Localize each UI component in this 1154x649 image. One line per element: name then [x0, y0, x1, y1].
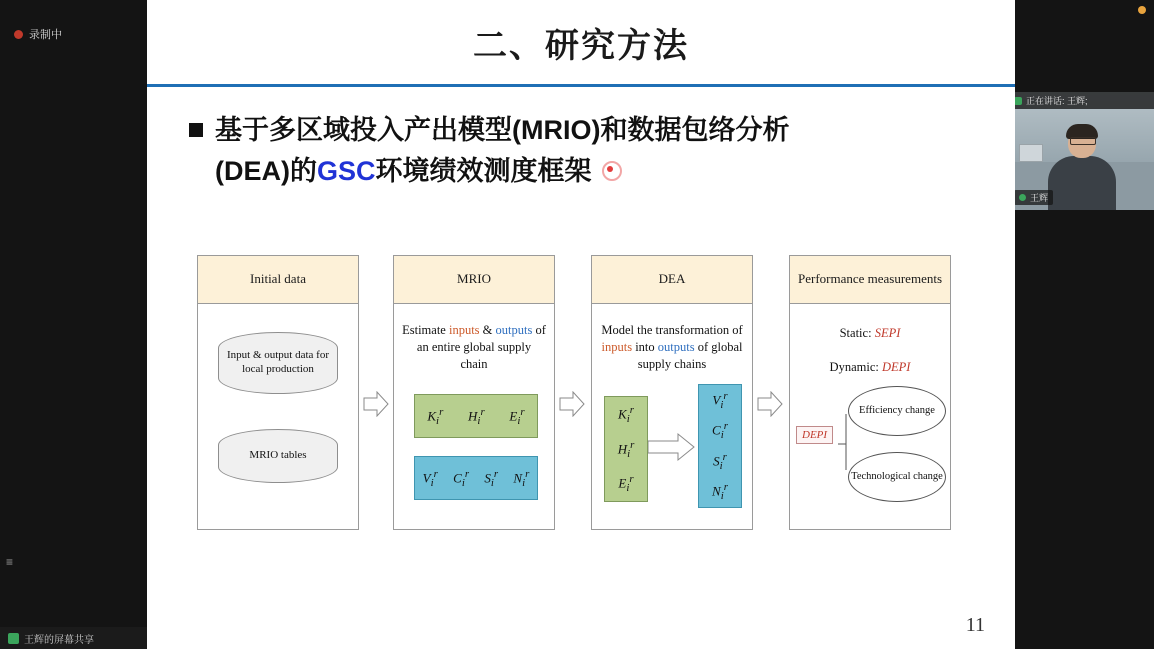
var-H: $H_i^r$ — [468, 405, 485, 427]
column-header-3: DEA — [592, 256, 752, 304]
var-C2: $C_i^r$ — [712, 420, 728, 442]
dynamic-label: Dynamic: — [829, 360, 879, 374]
participant-name: 王辉 — [1030, 193, 1049, 203]
static-label: Static: — [839, 326, 872, 340]
video-thumbnail[interactable] — [1009, 92, 1154, 210]
arrow-3-icon — [757, 391, 783, 417]
ellipse-efficiency-change: Efficiency change — [848, 386, 946, 436]
person-body — [1048, 156, 1116, 210]
dea-input-vars-box — [604, 396, 648, 502]
diagram-column-initial-data — [197, 255, 359, 530]
speaking-label: 正在讲话: 王辉; — [1026, 96, 1088, 106]
record-dot-icon — [14, 30, 23, 39]
page-title: 二、研究方法 — [473, 26, 689, 66]
dea-text-a: Model the transformation of — [601, 323, 743, 337]
mrio-text-outputs: outputs — [495, 323, 533, 337]
column-header-2: MRIO — [394, 256, 554, 304]
screen-share-icon — [8, 633, 19, 644]
framework-diagram — [197, 255, 1007, 530]
var-S: $S_i^r$ — [484, 467, 499, 489]
microphone-icon-small — [1019, 194, 1026, 201]
list-icon[interactable]: ≡ — [6, 555, 14, 569]
column-body-2 — [394, 304, 554, 529]
mrio-output-vars-box — [414, 456, 538, 500]
static-line — [790, 326, 950, 341]
bullet-text-2-post: 环境绩效测度框架 — [375, 155, 592, 186]
cylinder-input-output-data: Input & output data for local production — [218, 332, 338, 394]
column-header-1: Initial data — [198, 256, 358, 304]
var-E2: $E_i^r$ — [618, 473, 634, 495]
bullet-text-2-pre: (DEA)的 — [215, 155, 317, 186]
dea-text-outputs: outputs — [657, 339, 695, 354]
title-divider — [147, 84, 1015, 87]
left-rail — [0, 0, 147, 649]
dea-description — [600, 322, 744, 373]
var-N2: $N_i^r$ — [712, 481, 728, 503]
dea-text-inputs: inputs — [601, 339, 633, 354]
ellipse-technological-change: Technological change — [848, 452, 946, 502]
person-glasses — [1070, 137, 1096, 145]
column-body-1 — [198, 304, 358, 529]
target-marker-icon — [602, 161, 622, 181]
dynamic-value: DEPI — [881, 360, 911, 374]
bullet-block — [189, 110, 989, 191]
var-K2: $K_i^r$ — [618, 403, 634, 425]
mrio-input-vars-box — [414, 394, 538, 438]
var-N: $N_i^r$ — [513, 467, 530, 489]
slide-canvas — [147, 0, 1015, 649]
status-dot-icon — [1138, 6, 1146, 14]
recording-label: 录制中 — [29, 29, 62, 41]
static-value: SEPI — [874, 326, 901, 340]
depi-tag: DEPI — [796, 426, 833, 444]
var-V: $V_i^r$ — [422, 467, 438, 489]
bullet-square-icon — [189, 123, 203, 137]
bullet-text-2-accent: GSC — [317, 155, 376, 186]
diagram-column-mrio — [393, 255, 555, 530]
mrio-description — [402, 322, 546, 373]
arrow-1-icon — [363, 391, 389, 417]
cylinder-mrio-tables: MRIO tables — [218, 429, 338, 483]
var-E: $E_i^r$ — [509, 405, 525, 427]
microphone-icon — [1014, 97, 1022, 105]
var-C: $C_i^r$ — [453, 467, 470, 489]
mrio-text-a: Estimate — [402, 323, 449, 337]
share-status-label: 王辉的屏幕共享 — [24, 634, 94, 646]
var-K: $K_i^r$ — [427, 405, 444, 427]
bullet-text-1: 基于多区域投入产出模型(MRIO)和数据包络分析 — [215, 115, 790, 145]
var-S2: $S_i^r$ — [713, 450, 727, 472]
branch-connector-icon — [836, 404, 854, 474]
var-H2: $H_i^r$ — [617, 438, 635, 460]
mrio-text-inputs: inputs — [448, 323, 480, 337]
var-V2: $V_i^r$ — [712, 389, 728, 411]
diagram-column-dea — [591, 255, 753, 530]
mrio-text-b: & — [479, 323, 496, 337]
participant-name-chip — [1014, 190, 1053, 205]
share-status-bar — [0, 627, 147, 649]
background-object — [1019, 144, 1043, 162]
bullet-line-1 — [189, 110, 989, 151]
dea-inner-arrow-icon — [648, 432, 696, 462]
column-body-3 — [592, 304, 752, 529]
speaking-banner — [1009, 92, 1154, 109]
column-body-4 — [790, 304, 950, 529]
dea-output-vars-box — [698, 384, 742, 508]
recording-indicator — [14, 26, 62, 42]
dynamic-line — [790, 360, 950, 375]
arrow-2-icon — [559, 391, 585, 417]
dea-text-b: into — [632, 339, 658, 354]
mrio-text-c: of an entire global supply chain — [416, 323, 546, 371]
bullet-line-2 — [215, 151, 989, 192]
dea-text-c: of global supply chains — [637, 339, 743, 371]
diagram-column-performance — [789, 255, 951, 530]
column-header-4: Performance measurements — [790, 256, 950, 304]
page-number: 11 — [965, 614, 985, 636]
